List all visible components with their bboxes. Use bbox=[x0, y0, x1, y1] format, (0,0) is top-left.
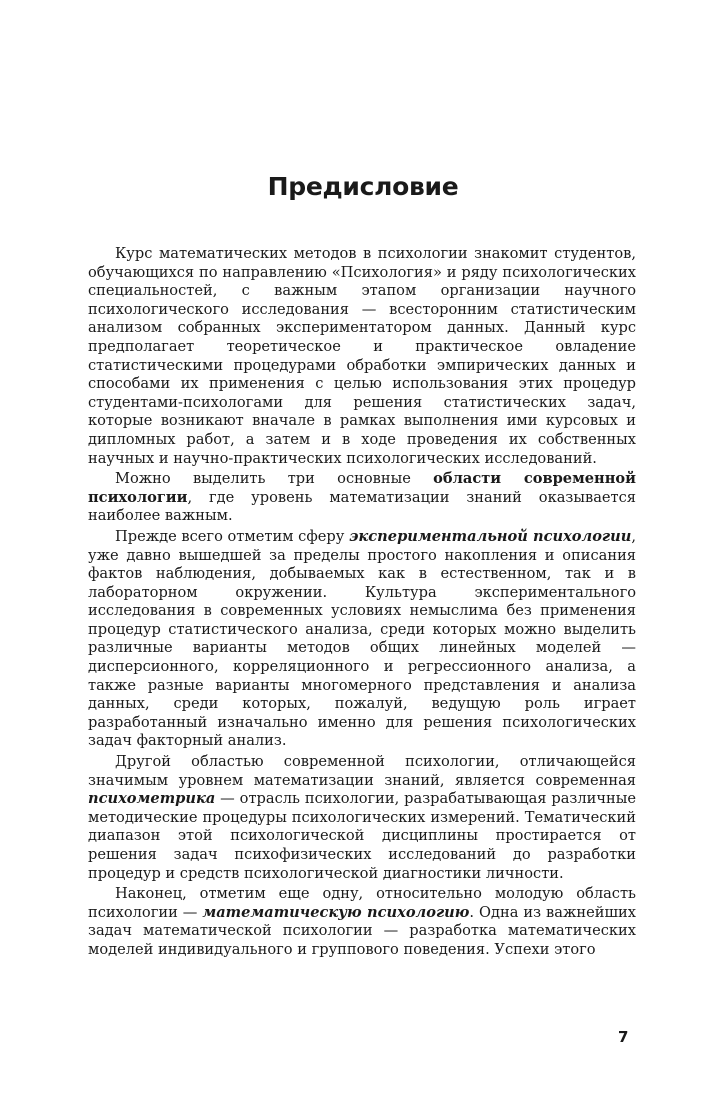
text-run: Наконец, отметим еще одну, относительно молодую область психологии — bbox=[88, 885, 636, 921]
emphasis-term: экспериментальной психологии bbox=[349, 527, 632, 545]
emphasis-bold-italic bbox=[349, 528, 631, 545]
emphasis-bold-italic bbox=[88, 790, 215, 807]
text-run: Можно выделить три основные bbox=[115, 470, 434, 488]
paragraph-1 bbox=[88, 245, 636, 468]
page-title: Предисловие bbox=[267, 172, 459, 201]
text-run: Прежде всего отметим сферу bbox=[115, 527, 349, 545]
emphasis-bold: области современной психологии bbox=[88, 470, 636, 506]
emphasis-bold-italic bbox=[202, 904, 469, 921]
paragraph-4 bbox=[88, 753, 636, 883]
text-run: Другой областью современной психологии, отличающейся значимым уровнем математизации знаний, является современная bbox=[88, 753, 636, 789]
paragraph-3 bbox=[88, 528, 636, 751]
text-run: , где уровень математизации знаний оказывается наиболее важным. bbox=[88, 488, 636, 525]
page-number: 7 bbox=[618, 1028, 629, 1046]
text-run: . Одна из важнейших задач математической психологии — разработка математических моделей индивидуального и группового поведения. Успехи этого bbox=[88, 903, 636, 958]
paragraph-5 bbox=[88, 885, 636, 959]
body-text bbox=[88, 245, 636, 960]
paragraph-2 bbox=[88, 470, 636, 526]
emphasis-term: математическую психологию bbox=[202, 903, 470, 921]
emphasis-term: психометрика bbox=[88, 790, 216, 808]
text-run: Курс математических методов в психологии знакомит студентов, обучающихся по направлению «Психология» и ряду психологических специальностей, с важным этапом организации научного психологического исследования — всесторонним статистическим анализом собранных экспериментатором данных. Данный курс предполагает теоретическое и практическое овладение статистическими процедурами обработки эмпирических данных и способами их применения с целью использования этих процедур студентами-психологами для решения статистических задач, которые возникают вначале в рамках выполнения ими курсовых и дипломных работ, а затем и в ходе проведения их собственных научных и научно-практических психологических исследований. bbox=[88, 245, 636, 467]
text-run: — отрасль психологии, разрабатывающая различные методические процедуры психологических измерений. Тематический диапазон этой психологической дисциплины простирается от решения задач психофизических исследований до разработки процедур и средств психологической диагностики личности. bbox=[88, 790, 636, 882]
text-run: , уже давно вышедшей за пределы простого накопления и описания фактов наблюдения, добываемых как в естественном, так и в лабораторном окружении. Культура экспериментального исследования в современных условиях немыслима без применения процедур статистического анализа, среди которых можно выделить различные варианты методов общих линейных моделей — дисперсионного, корреляционного и регрессионного анализа, а также разные варианты многомерного представления и анализа данных, среди которых, пожалуй, ведущую роль играет разработанный изначально именно для решения психологических задач факторный анализ. bbox=[88, 527, 636, 750]
